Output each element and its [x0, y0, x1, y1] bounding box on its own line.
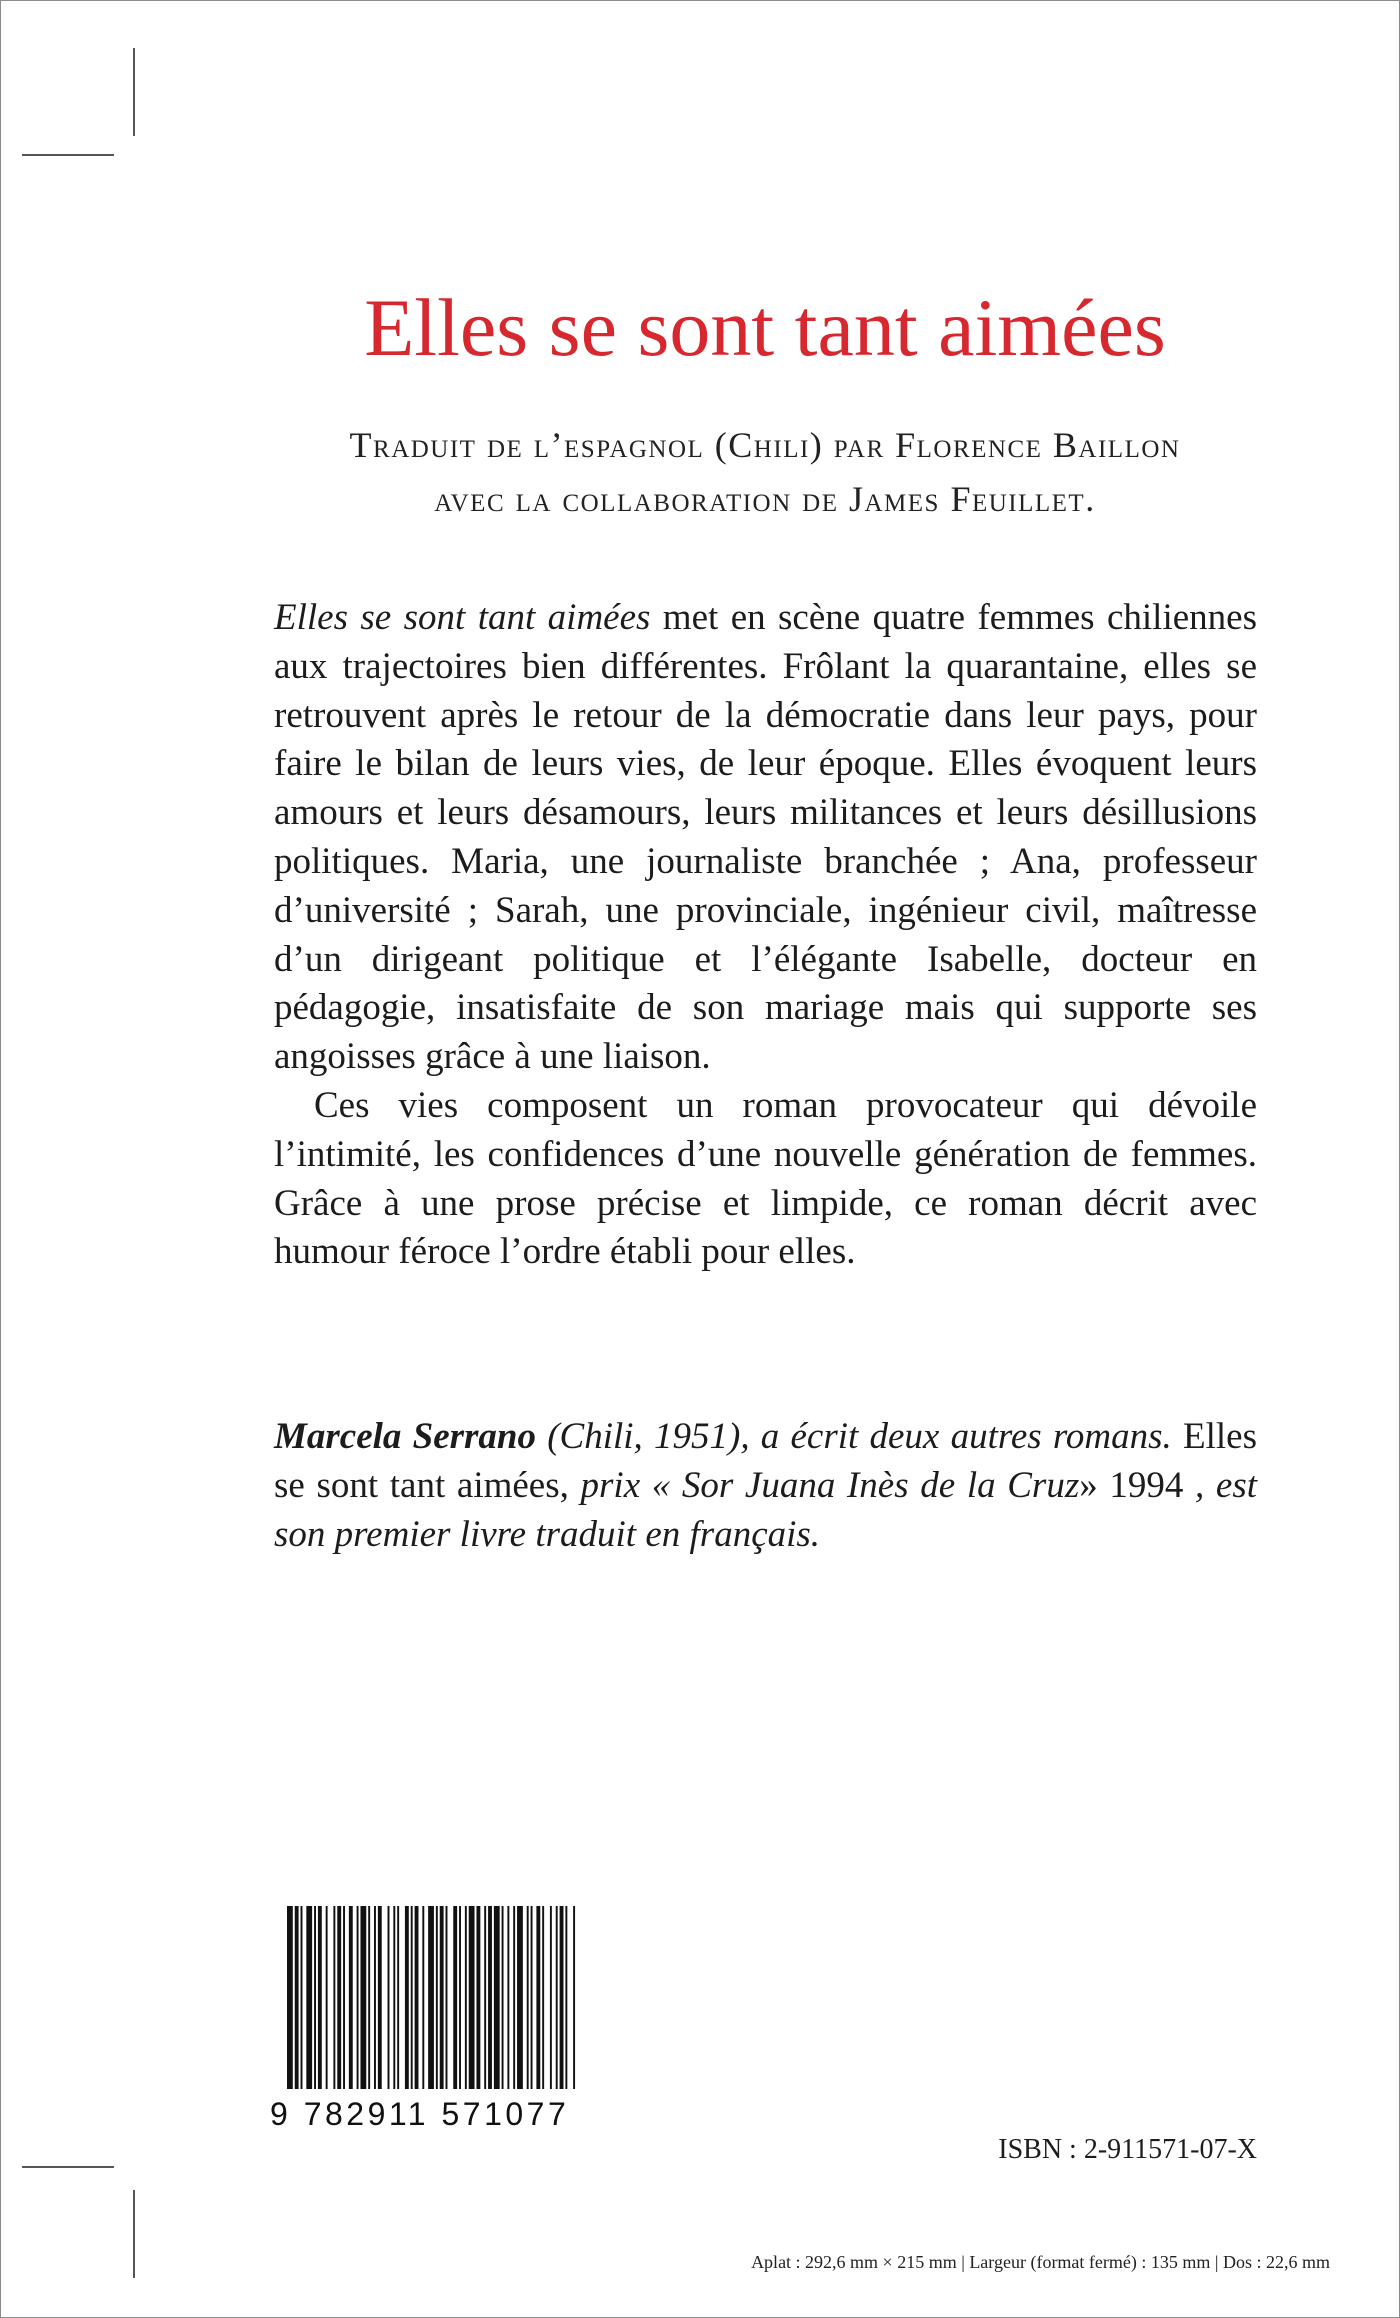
description-paragraph-1-text: met en scène quatre femmes chiliennes aux trajectoires bien différentes. Frôlant la quarantaine, elles se retrouvent après le retour de la démocratie dans leur pays, pour faire le bilan de leurs vies, de leur époque. Elles évoquent leurs amours et leurs désamours, leurs militances et leurs désillusions politiques. Maria, une journaliste branchée ; Ana, professeur d’université ; Sarah, une provinciale, ingénieur civil, maîtresse d’un dirigeant politique et l’élégante Isabelle, docteur en pédagogie, insatisfaite de son mariage mais qui supporte ses angoisses grâce à une liaison. — [274, 597, 1257, 1078]
print-specifications: Aplat : 292,6 mm × 215 mm | Largeur (format fermé) : 135 mm | Dos : 22,6 mm — [751, 2252, 1330, 2272]
barcode-bar — [573, 1906, 575, 2089]
barcode-bar — [476, 1906, 480, 2089]
author-bio-part-6: est son premier livre traduit en français. — [274, 1464, 1258, 1555]
translation-credit-line-1: Traduit de l’espagnol (Chili) par Florence Baillon — [349, 425, 1181, 465]
description-paragraph-1 — [274, 594, 1257, 1082]
barcode-bar — [287, 1906, 293, 2089]
barcode-bar — [459, 1906, 461, 2089]
barcode-bar — [393, 1906, 395, 2089]
barcode-bar — [507, 1906, 509, 2089]
barcode-bar — [301, 1906, 303, 2089]
barcode-bar — [488, 1906, 492, 2089]
author-name: Marcela Serrano — [274, 1416, 537, 1457]
barcode-bar — [295, 1906, 299, 2089]
author-bio-part-3: prix « Sor Juana Inès de la Cruz — [580, 1464, 1080, 1506]
barcode-bar — [536, 1906, 540, 2089]
description-paragraph-2: Ces vies composent un roman provocateur qui dévoile l’intimité, les confidences d’une nouvelle génération de femmes. Grâce à une prose précise et limpide, ce roman décrit avec humour féroce l’ordre établi pour elles. — [274, 1084, 1257, 1273]
barcode-bar — [531, 1906, 533, 2089]
barcode-bar — [469, 1906, 475, 2089]
author-bio-part-1: (Chili, 1951), a écrit deux autres romans. — [536, 1416, 1172, 1457]
barcode-bar — [374, 1906, 376, 2089]
isbn-label: ISBN : 2-911571-07-X — [998, 2134, 1257, 2165]
barcode-bar — [436, 1906, 438, 2089]
barcode-bar — [349, 1906, 353, 2089]
barcode-bar — [422, 1906, 424, 2089]
author-bio-part-4: » 1994 — [1079, 1464, 1184, 1506]
barcode-bar — [411, 1906, 413, 2089]
description-title-italic: Elles se sont tant aimées — [274, 597, 651, 638]
barcode-bar — [357, 1906, 359, 2089]
barcode-bar — [388, 1906, 390, 2089]
barcode-bar — [565, 1906, 567, 2089]
barcode-bar — [318, 1906, 322, 2089]
barcode-bars — [287, 1906, 577, 2089]
barcode-bar — [440, 1906, 444, 2089]
barcode-bar — [333, 1906, 335, 2089]
barcode-bar — [542, 1906, 544, 2089]
barcode-bar — [465, 1906, 467, 2089]
barcode-bar — [517, 1906, 523, 2089]
barcode-bar — [337, 1906, 341, 2089]
crop-mark-bottom-left-horizontal — [22, 2166, 114, 2168]
crop-mark-top-left-horizontal — [22, 154, 114, 156]
barcode-bar — [415, 1906, 419, 2089]
barcode-bar — [502, 1906, 504, 2089]
translation-credit-line-2: avec la collaboration de James Feuillet. — [434, 479, 1096, 519]
barcode-bar — [527, 1906, 529, 2089]
barcode-bar — [397, 1906, 399, 2089]
barcode-bar — [405, 1906, 409, 2089]
translation-credit — [300, 418, 1230, 526]
barcode-bar — [368, 1906, 370, 2089]
barcode-bar — [306, 1906, 312, 2089]
book-title: Elles se sont tant aimées — [364, 282, 1166, 373]
barcode-bar — [513, 1906, 515, 2089]
barcode-bar — [343, 1906, 345, 2089]
crop-mark-top-left-vertical — [133, 48, 135, 136]
barcode-bar — [494, 1906, 500, 2089]
author-bio-part-5: , — [1183, 1464, 1216, 1506]
author-bio-part-2: Elles se sont tant aimées, — [274, 1416, 1257, 1506]
barcode-bar — [446, 1906, 448, 2089]
barcode-bar — [314, 1906, 316, 2089]
barcode-bar — [550, 1906, 552, 2089]
barcode-bar — [428, 1906, 434, 2089]
barcode-image — [287, 1906, 577, 2089]
barcode-bar — [556, 1906, 558, 2089]
barcode-bar — [453, 1906, 457, 2089]
barcode-bar — [360, 1906, 366, 2089]
barcode-digits: 9 782911 571077 — [270, 2096, 570, 2132]
barcode-bar — [560, 1906, 564, 2089]
barcode-bar — [378, 1906, 382, 2089]
author-bio — [274, 1413, 1257, 1559]
barcode-bar — [484, 1906, 486, 2089]
barcode-bar — [326, 1906, 328, 2089]
crop-mark-bottom-left-vertical — [133, 2190, 135, 2278]
book-description — [274, 594, 1257, 1277]
